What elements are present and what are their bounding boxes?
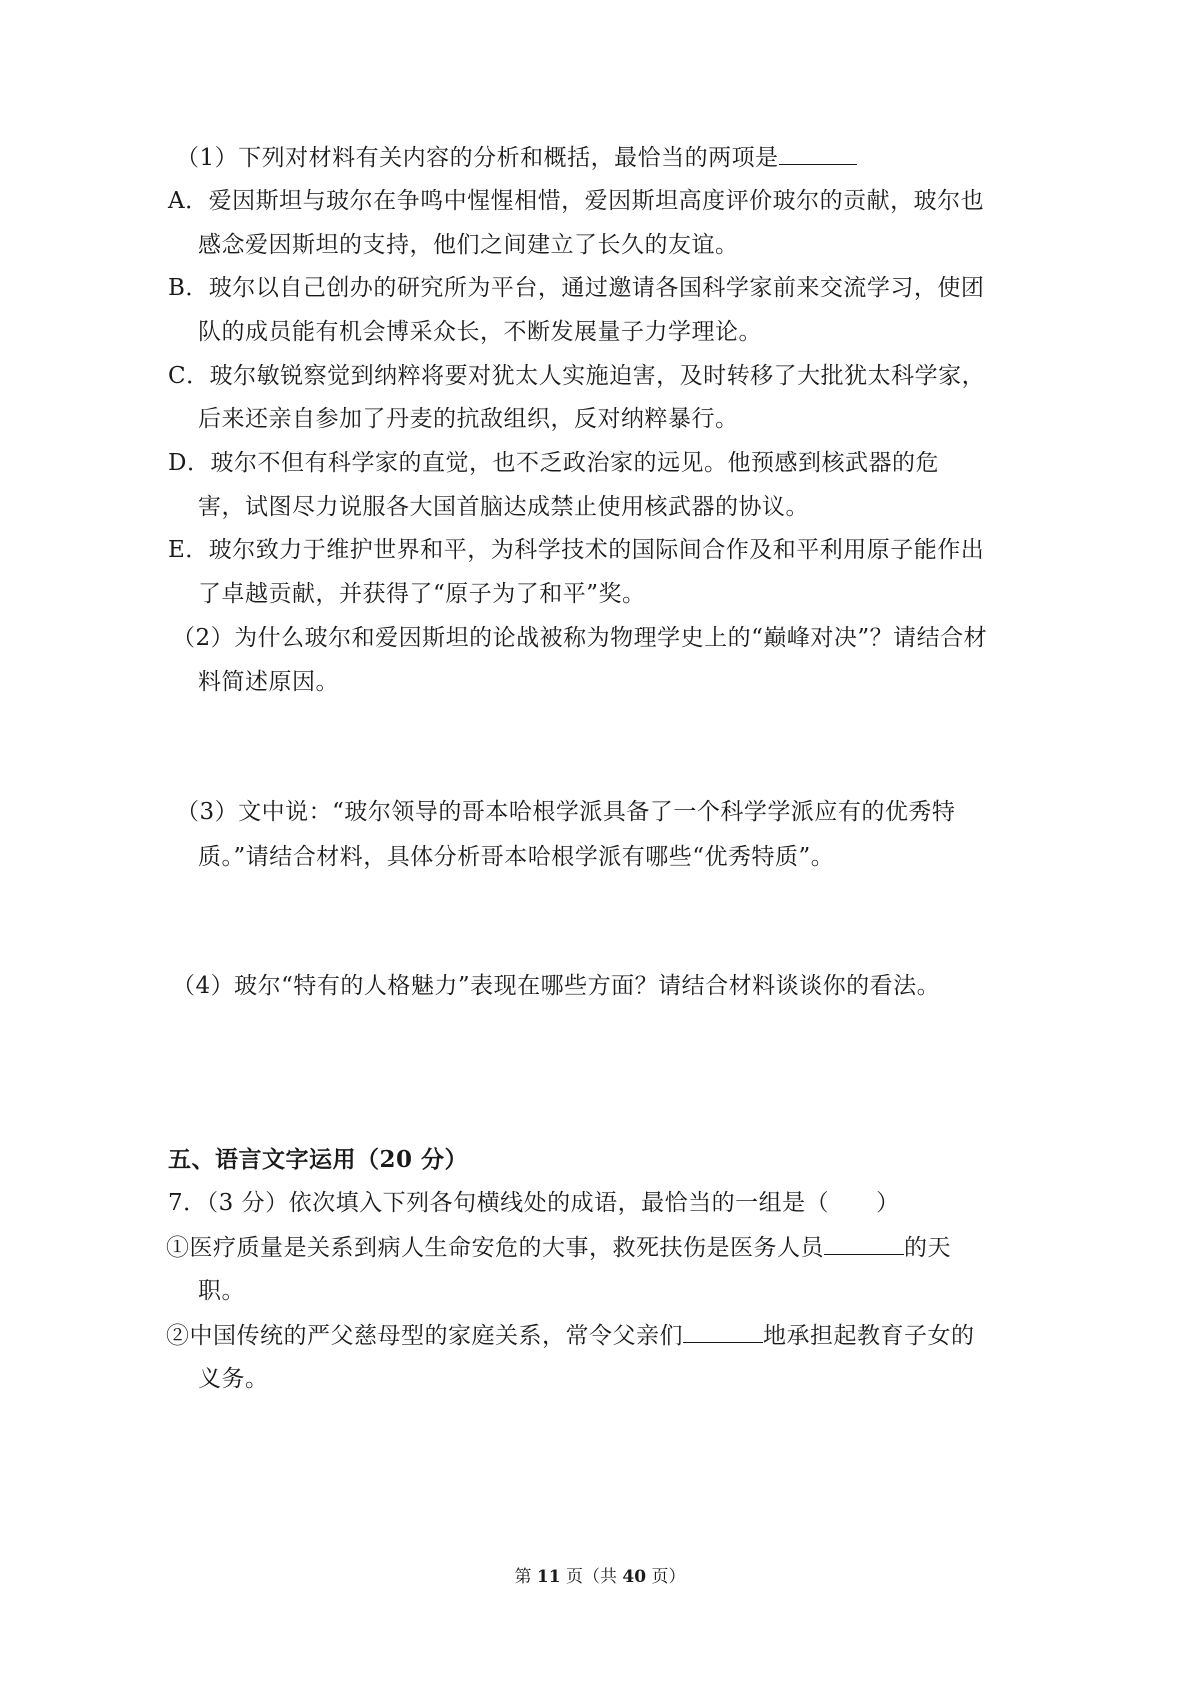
option-e-line1: E．玻尔致力于维护世界和平，为科学技术的国际间合作及和平利用原子能作出 xyxy=(168,537,985,563)
page-footer: 第 11 页（共 40 页） xyxy=(514,1567,686,1587)
option-a-line1: A．爱因斯坦与玻尔在争鸣中惺惺相惜，爱因斯坦高度评价玻尔的贡献，玻尔也 xyxy=(168,188,985,214)
option-d-line2: 害，试图尽力说服各大国首脑达成禁止使用核武器的协议。 xyxy=(198,494,809,520)
option-e-line2: 了卓越贡献，并获得了“原子为了和平”奖。 xyxy=(198,581,646,607)
q7-sentence1-line1: ①医疗质量是关系到病人生命安危的大事，救死扶伤是医务人员 的天 xyxy=(166,1232,951,1263)
page-number: 11 xyxy=(536,1567,561,1587)
q1-stem: （1）下列对材料有关内容的分析和概括，最恰当的两项是 xyxy=(176,142,857,173)
q4-line1: （4）玻尔“特有的人格魅力”表现在哪些方面？请结合材料谈谈你的看法。 xyxy=(172,973,941,999)
option-d-line1: D．玻尔不但有科学家的直觉，也不乏政治家的远见。他预感到核武器的危 xyxy=(168,450,939,476)
q2-line1: （2）为什么玻尔和爱因斯坦的论战被称为物理学史上的“巅峰对决”？请结合材 xyxy=(172,625,988,651)
option-c-line2: 后来还亲自参加了丹麦的抗敌组织，反对纳粹暴行。 xyxy=(198,406,739,432)
option-a-line2: 感念爱因斯坦的支持，他们之间建立了长久的友谊。 xyxy=(198,232,739,258)
q7-sentence1-line2: 职。 xyxy=(198,1278,245,1304)
answer-blank xyxy=(824,1232,904,1255)
q7-sentence2-line1: ②中国传统的严父慈母型的家庭关系，常令父亲们 地承担起教育子女的 xyxy=(166,1320,975,1351)
option-b-line2: 队的成员能有机会博采众长，不断发展量子力学理论。 xyxy=(198,319,762,345)
option-b-line1: B．玻尔以自己创办的研究所为平台，通过邀请各国科学家前来交流学习，使团 xyxy=(168,275,985,301)
q7-sentence2-line2: 义务。 xyxy=(198,1366,269,1392)
q3-line2: 质。”请结合材料，具体分析哥本哈根学派有哪些“优秀特质”。 xyxy=(198,844,835,870)
answer-blank xyxy=(683,1320,763,1343)
page-total: 40 xyxy=(622,1567,647,1587)
section-title: 五、语言文字运用（20 分） xyxy=(168,1146,469,1173)
q2-line2: 料简述原因。 xyxy=(198,669,339,695)
option-c-line1: C．玻尔敏锐察觉到纳粹将要对犹太人实施迫害，及时转移了大批犹太科学家， xyxy=(168,363,986,389)
answer-blank xyxy=(779,142,857,165)
q3-line1: （3）文中说：“玻尔领导的哥本哈根学派具备了一个科学学派应有的优秀特 xyxy=(176,799,956,825)
q7-stem: 7．（3 分）依次填入下列各句横线处的成语，最恰当的一组是（ ） xyxy=(168,1190,900,1216)
